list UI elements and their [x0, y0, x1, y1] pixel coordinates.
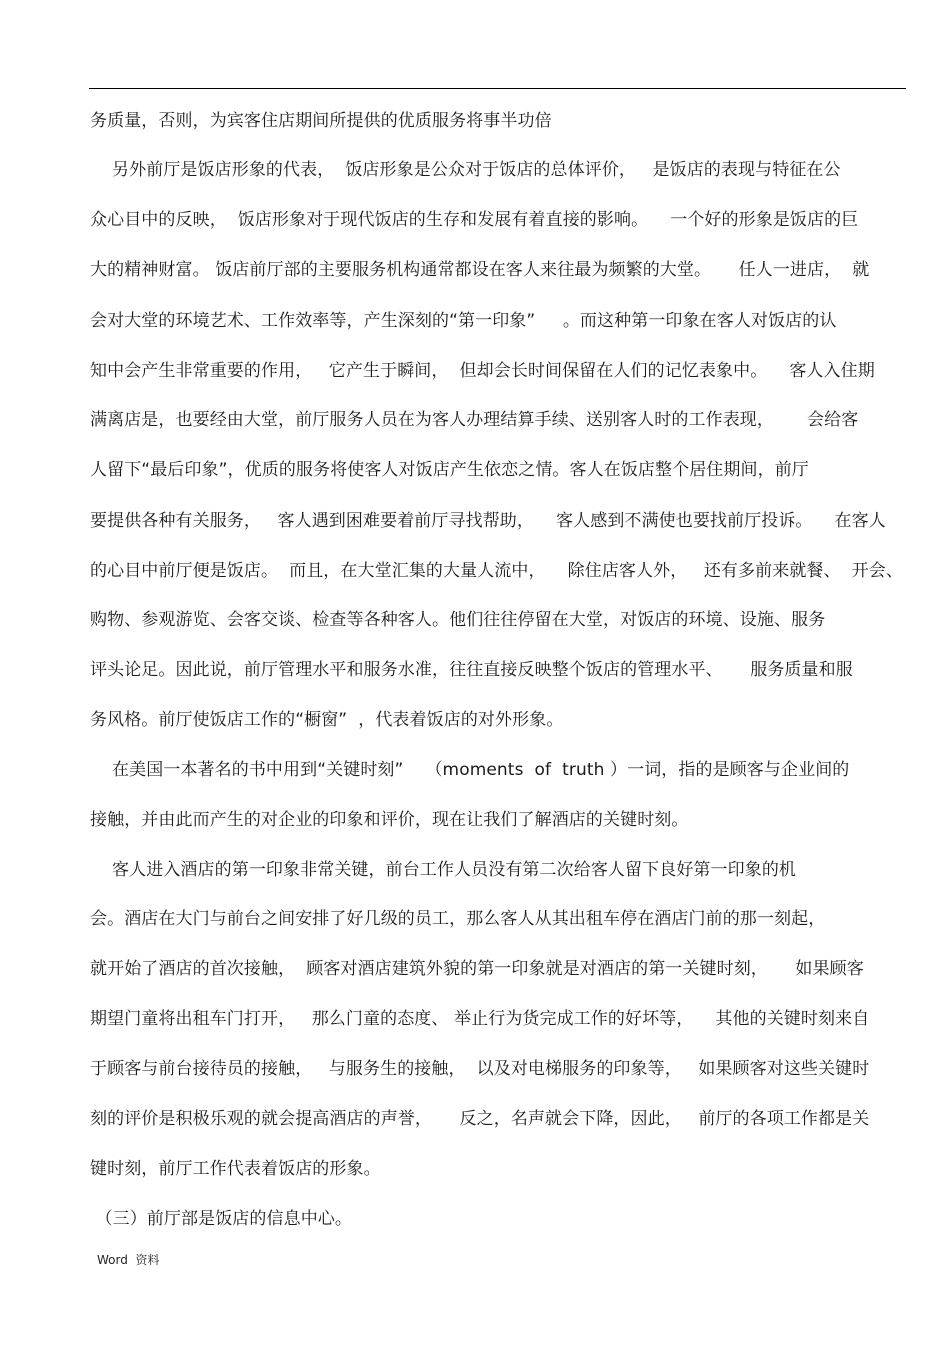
header-rule — [89, 88, 906, 89]
text-line: 客人进入酒店的第一印象非常关键，前台工作人员没有第二次给客人留下良好第一印象的机 — [90, 860, 797, 880]
text-line: 人留下“最后印象”，优质的服务将使客人对饭店产生依恋之情。客人在饭店整个居住期间，前厅 — [90, 460, 809, 480]
text-line: 刻的评价是积极乐观的就会提高酒店的声誉， 反之，名声就会下降，因此， 前厅的各项工作都是关 — [90, 1109, 870, 1129]
text-line: 的心目中前厅便是饭店。 而且，在大堂汇集的大量人流中， 除住店客人外， 还有多前来就餐、 开会、 — [90, 561, 903, 581]
text-line: 购物、参观游览、会客交谈、检查等各种客人。他们往往停留在大堂，对饭店的环境、设施、服务 — [90, 610, 826, 630]
text-line: 务质量，否则，为宾客住店期间所提供的优质服务将事半功倍 — [90, 111, 552, 131]
text-line: 会对大堂的环境艺术、工作效率等，产生深刻的“第一印象” 。而这种第一印象在客人对饭店的认 — [90, 311, 837, 331]
text-line: 接触，并由此而产生的对企业的印象和评价，现在让我们了解酒店的关键时刻。 — [90, 810, 689, 830]
text-line: 评头论足。因此说，前厅管理水平和服务水准，往往直接反映整个饭店的管理水平、 服务质量和服 — [90, 660, 853, 680]
page-footer: Word 资料 — [97, 1253, 160, 1267]
text-line: 众心目中的反映， 饭店形象对于现代饭店的生存和发展有着直接的影响。 一个好的形象是饭店的巨 — [90, 210, 859, 230]
text-line: 就开始了酒店的首次接触， 顾客对酒店建筑外貌的第一印象就是对酒店的第一关键时刻， 如果顾客 — [90, 959, 864, 979]
text-line: 期望门童将出租车门打开， 那么门童的态度、 举止行为货完成工作的好坏等， 其他的关键时刻来自 — [90, 1009, 870, 1029]
text-line: 于顾客与前台接待员的接触， 与服务生的接触， 以及对电梯服务的印象等， 如果顾客对这些关键时 — [90, 1059, 870, 1079]
text-line: 在美国一本著名的书中用到“关键时刻” （moments of truth ）一词，指的是顾客与企业间的 — [90, 760, 850, 780]
text-line: 满离店是，也要经由大堂，前厅服务人员在为客人办理结算手续、送别客人时的工作表现， 会给客 — [90, 410, 859, 430]
text-line: 务风格。前厅使饭店工作的“橱窗” ，代表着饭店的对外形象。 — [90, 710, 564, 730]
text-line: 另外前厅是饭店形象的代表， 饭店形象是公众对于饭店的总体评价， 是饭店的表现与特征在公 — [90, 160, 841, 180]
text-line: 要提供各种有关服务， 客人遇到困难要着前厅寻找帮助， 客人感到不满使也要找前厅投诉。 在客人 — [90, 511, 886, 531]
text-line: 键时刻，前厅工作代表着饭店的形象。 — [90, 1159, 381, 1179]
text-line: 会。酒店在大门与前台之间安排了好几级的员工，那么客人从其出租车停在酒店门前的那一刻起， — [90, 909, 826, 929]
section-heading: （三）前厅部是饭店的信息中心。 — [90, 1209, 353, 1229]
text-line: 大的精神财富。 饭店前厅部的主要服务机构通常都设在客人来往最为频繁的大堂。 任人一进店， 就 — [90, 260, 870, 280]
text-line: 知中会产生非常重要的作用， 它产生于瞬间， 但却会长时间保留在人们的记忆表象中。 客人入住期 — [90, 361, 875, 381]
